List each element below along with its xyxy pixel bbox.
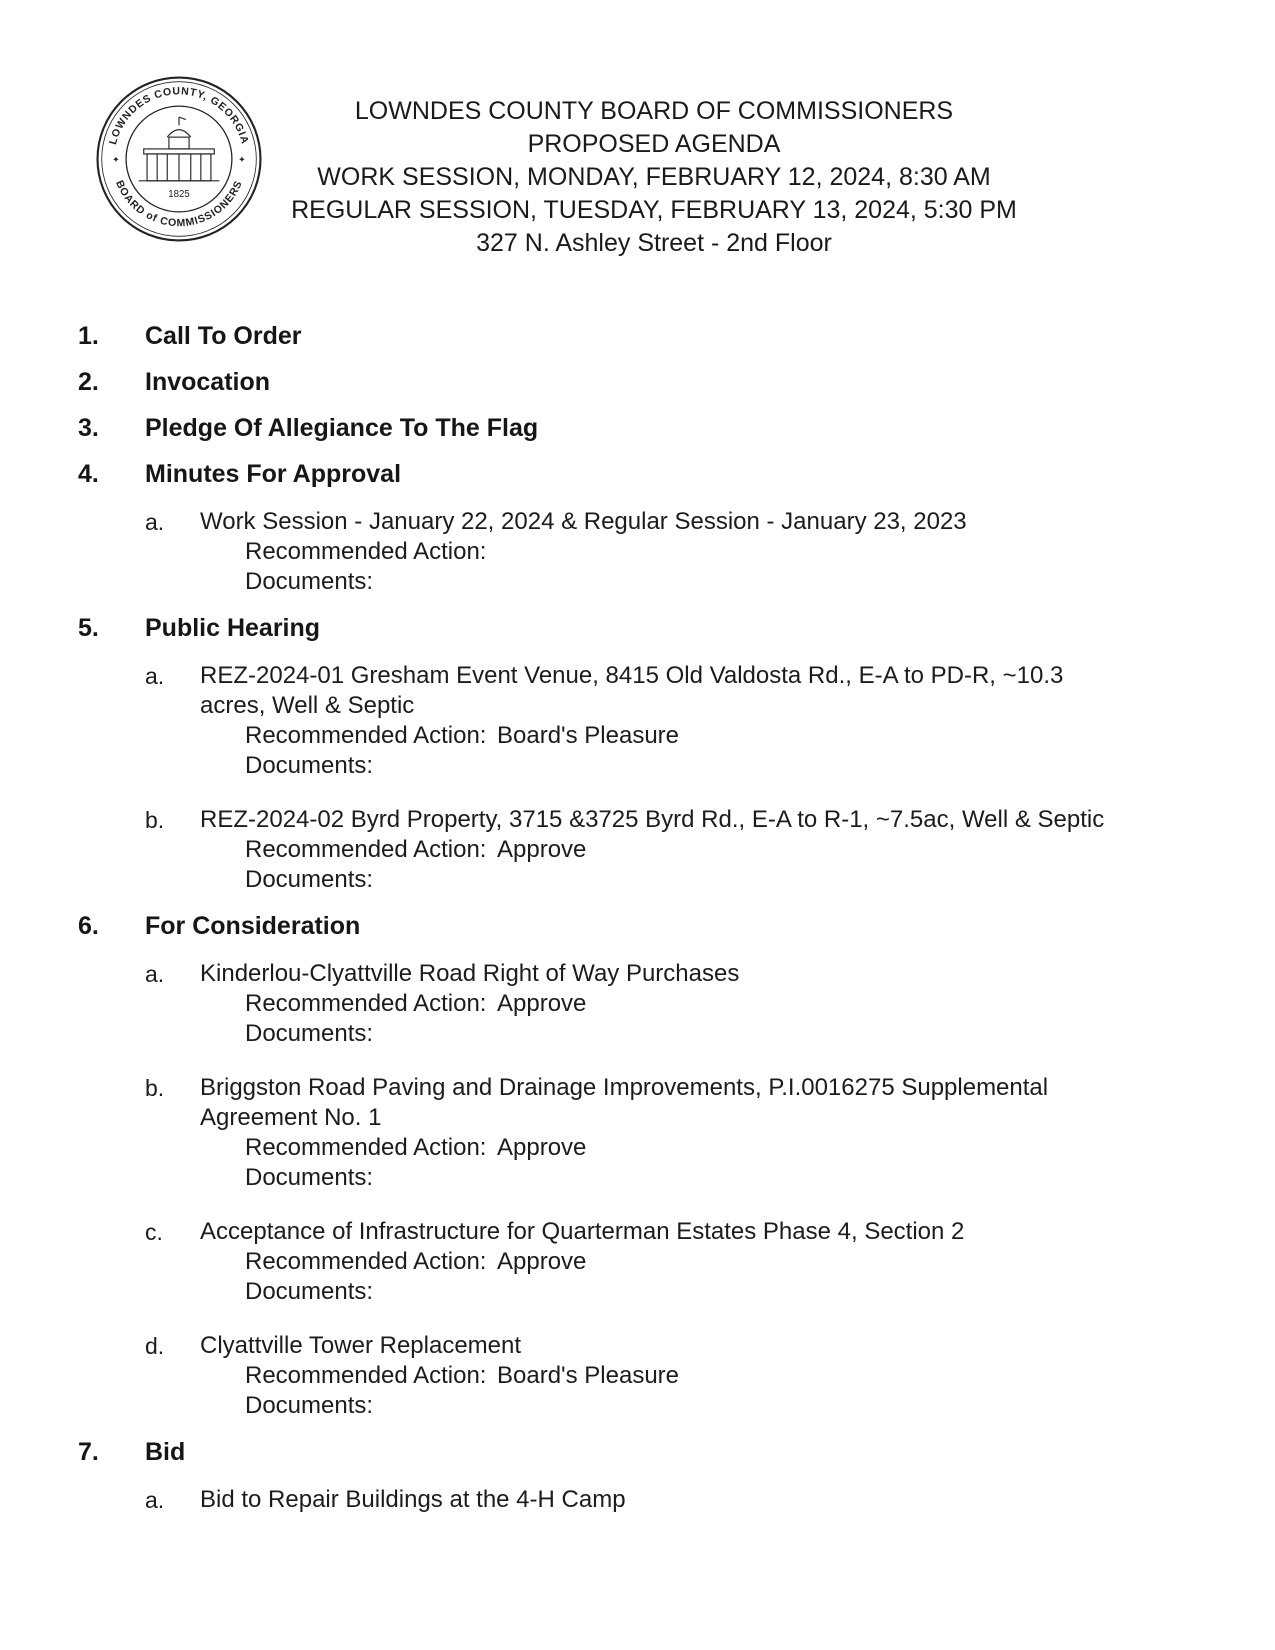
section-heading: [78, 367, 1160, 397]
documents-line: [245, 1277, 964, 1307]
item-letter: d.: [145, 1333, 165, 1359]
section-heading: [78, 413, 1160, 443]
documents-label: Documents:: [245, 1278, 374, 1305]
agenda-item: [145, 661, 1160, 781]
seal-right-ornament-icon: ✦: [238, 154, 246, 165]
item-text: Kinderlou-Clyattville Road Right of Way Purchases: [200, 960, 740, 987]
section-heading: [78, 321, 1160, 351]
recommended-action-line: [245, 989, 739, 1019]
item-body: [200, 805, 1104, 895]
item-body: [200, 1331, 679, 1421]
seal-year: 1825: [168, 188, 190, 200]
agenda-item: [145, 805, 1160, 895]
documents-label: Documents:: [245, 752, 374, 779]
section-number: 2.: [78, 368, 99, 396]
agenda-section: [78, 911, 1160, 1421]
regular-session-line: REGULAR SESSION, TUESDAY, FEBRUARY 13, 2024, 5:30 PM: [291, 196, 1017, 224]
seal-left-ornament-icon: ✦: [112, 154, 120, 165]
item-text: Briggston Road Paving and Drainage Improvements, P.I.0016275 Supplemental Agreement No. 1: [200, 1074, 1049, 1131]
item-text: REZ-2024-02 Byrd Property, 3715 &3725 Byrd Rd., E-A to R-1, ~7.5ac, Well & Septic: [200, 806, 1105, 833]
item-body: [200, 661, 1130, 781]
agenda-section: [78, 459, 1160, 597]
agenda-item: [145, 959, 1160, 1049]
recommended-action-value: Approve: [497, 836, 587, 863]
section-items: [145, 959, 1160, 1421]
recommended-action-label: Recommended Action:: [245, 722, 487, 749]
documents-line: [245, 1019, 739, 1049]
section-number: 7.: [78, 1438, 99, 1466]
item-body: [200, 507, 967, 597]
section-items: [145, 507, 1160, 597]
agenda-list: [78, 321, 1160, 1515]
section-number: 3.: [78, 414, 99, 442]
recommended-action-line: [245, 721, 1130, 751]
recommended-action-label: Recommended Action:: [245, 1134, 487, 1161]
documents-label: Documents:: [245, 1164, 374, 1191]
item-body: [200, 1217, 964, 1307]
agenda-item: [145, 1217, 1160, 1307]
documents-label: Documents:: [245, 1392, 374, 1419]
item-text: REZ-2024-01 Gresham Event Venue, 8415 Old Valdosta Rd., E-A to PD-R, ~10.3 acres, Well & Septic: [200, 662, 1064, 719]
recommended-action-value: Approve: [497, 1248, 587, 1275]
agenda-section: [78, 1437, 1160, 1515]
item-body: [200, 1485, 626, 1515]
documents-label: Documents:: [245, 866, 374, 893]
item-body: [200, 1073, 1130, 1193]
section-title: For Consideration: [145, 912, 361, 940]
documents-line: [245, 1391, 679, 1421]
item-letter: a.: [145, 1487, 165, 1513]
agenda-section: [78, 321, 1160, 351]
item-text: Acceptance of Infrastructure for Quarterman Estates Phase 4, Section 2: [200, 1218, 965, 1245]
recommended-action-label: Recommended Action:: [245, 836, 487, 863]
section-heading: [78, 459, 1160, 489]
section-number: 6.: [78, 912, 99, 940]
org-title: LOWNDES COUNTY BOARD OF COMMISSIONERS: [354, 97, 954, 125]
recommended-action-label: Recommended Action:: [245, 538, 487, 565]
seal-bottom-arc-text: BOARD of COMMISSIONERS: [113, 178, 245, 230]
recommended-action-label: Recommended Action:: [245, 990, 487, 1017]
recommended-action-line: [245, 1247, 964, 1277]
agenda-section: [78, 367, 1160, 397]
item-letter: b.: [145, 1075, 165, 1101]
document-header: [78, 75, 1160, 261]
section-title: Pledge Of Allegiance To The Flag: [145, 414, 539, 442]
work-session-line: WORK SESSION, MONDAY, FEBRUARY 12, 2024, 8:30 AM: [317, 163, 991, 191]
section-title: Minutes For Approval: [145, 460, 402, 488]
recommended-action-line: [245, 1361, 679, 1391]
agenda-section: [78, 413, 1160, 443]
address-line: 327 N. Ashley Street - 2nd Floor: [476, 229, 832, 257]
agenda-item: [145, 1485, 1160, 1515]
documents-line: [245, 751, 1130, 781]
section-title: Public Hearing: [145, 614, 321, 642]
item-body: [200, 959, 739, 1049]
item-letter: a.: [145, 663, 165, 689]
documents-line: [245, 1163, 1130, 1193]
documents-label: Documents:: [245, 1020, 374, 1047]
section-heading: [78, 1437, 1160, 1467]
item-letter: b.: [145, 807, 165, 833]
agenda-item: [145, 1331, 1160, 1421]
recommended-action-label: Recommended Action:: [245, 1362, 487, 1389]
item-text: Bid to Repair Buildings at the 4-H Camp: [200, 1486, 626, 1513]
recommended-action-value: Board's Pleasure: [497, 722, 680, 749]
recommended-action-value: Approve: [497, 1134, 587, 1161]
agenda-item: [145, 507, 1160, 597]
doc-type-title: PROPOSED AGENDA: [527, 130, 781, 158]
recommended-action-value: Approve: [497, 990, 587, 1017]
item-letter: a.: [145, 509, 165, 535]
section-heading: [78, 911, 1160, 941]
agenda-item: [145, 1073, 1160, 1193]
recommended-action-line: [245, 835, 1104, 865]
recommended-action-line: [245, 1133, 1130, 1163]
seal-top-arc-text: LOWNDES COUNTY, GEORGIA: [107, 85, 251, 146]
item-letter: a.: [145, 961, 165, 987]
recommended-action-label: Recommended Action:: [245, 1248, 487, 1275]
documents-line: [245, 567, 967, 597]
section-items: [145, 661, 1160, 895]
section-number: 5.: [78, 614, 99, 642]
item-text: Clyattville Tower Replacement: [200, 1332, 522, 1359]
item-letter: c.: [145, 1219, 163, 1245]
recommended-action-value: Board's Pleasure: [497, 1362, 680, 1389]
item-text: Work Session - January 22, 2024 & Regular Session - January 23, 2023: [200, 508, 967, 535]
section-number: 1.: [78, 322, 99, 350]
documents-line: [245, 865, 1104, 895]
recommended-action-line: [245, 537, 967, 567]
document-title-block: [113, 75, 1195, 260]
section-title: Call To Order: [145, 322, 302, 350]
documents-label: Documents:: [245, 568, 374, 595]
section-number: 4.: [78, 460, 99, 488]
section-items: [145, 1485, 1160, 1515]
agenda-section: [78, 613, 1160, 895]
section-heading: [78, 613, 1160, 643]
section-title: Invocation: [145, 368, 271, 396]
section-title: Bid: [145, 1438, 186, 1466]
